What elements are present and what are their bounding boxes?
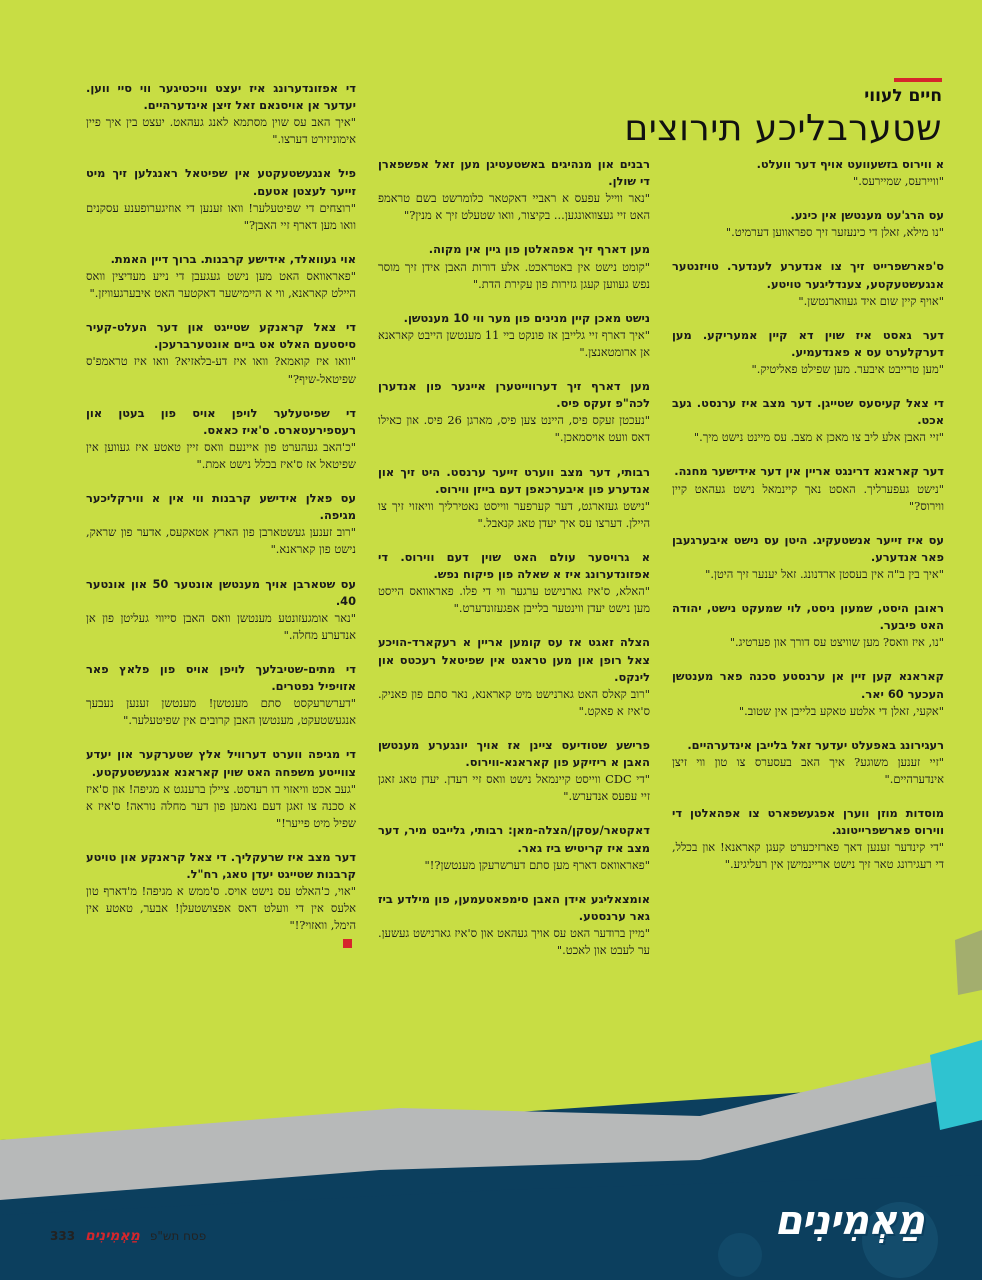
response-quote: "איך דארף זיי גלייבן אז פונקט ביי 11 מענטשן הייבט קאראנא אן ארומטאנצן." (378, 327, 650, 359)
statement-heading: די צאל קעיסעס שטייגן. דער מצב איז ערנסט. געב אכט. (672, 396, 944, 428)
response-quote: "אוי, כ'האלט עס נישט אויס. ס'ממש א מגיפה! מ'דארף טון אלעס אין די וועלט דאס אפצושטעלן! אבער, טאטע אין הימל, וואזוי?!" (86, 884, 356, 933)
response-quote: "נעכטן זעקס פיס, היינט צען פיס, מארגן 26 פיס. און כאילו דאס וועט אויסמאכן." (378, 413, 650, 445)
red-accent-rule (894, 78, 942, 82)
qa-entry (378, 464, 650, 532)
statement-heading: נישט מאכן קיין מנינים פון מער ווי 10 מענטשן. (403, 310, 650, 325)
statement-heading: פרישע שטודיעס ציינן אז אויך יונגערע מענטשן האבן א ריזיקע פון קאראנא-ווירוס. (378, 737, 650, 770)
qa-entry (672, 532, 944, 583)
statement-heading: מוסדות מוזן ווערן אפגעשפארט צו אפהאלטן די ווירוס פארשפרייטונג. (672, 806, 944, 838)
response-quote: "נו מילא, זאלן די כינעזער זיך ספראווען דערמיט." (725, 225, 944, 240)
article-header (522, 78, 942, 149)
statement-heading: עס הרג'עט מענטשן אין כינע. (790, 208, 944, 223)
qa-entry (378, 737, 650, 805)
qa-entry (672, 258, 944, 309)
statement-heading: עס פאלן אידישע קרבנות ווי אין א ווירקליכער מגיפה. (86, 491, 356, 523)
author-kicker: חיים לעווי (864, 86, 942, 106)
response-quote: "זיי האבן אלע ליב צו מאכן א מצב. עס מיינט נישט מיך." (693, 430, 944, 445)
response-quote: "נאר ווייל עפעס א ראביי דאקטאר כלומרשט בשם טראמפ האט זיי געצוואונגען... בקיצור, וואו שטעלט זיך א מנין?" (378, 191, 650, 223)
statement-heading: מען דארף זיך דערווייטערן איינער פון אנדערן לכה"פ זעקס פיס. (378, 379, 650, 411)
end-of-article-mark (343, 939, 352, 948)
page-number: 333 (50, 1229, 76, 1243)
statement-heading: די אפזונדערונג איז יעצט וויכטיגער ווי סיי ווען. יעדער אן אויסנאם זאל זיצן אינדערהיים. (86, 81, 356, 113)
qa-entry (378, 891, 650, 959)
response-quote: "וויירעס, שמיירעס." (853, 174, 944, 189)
qa-entry (672, 463, 944, 514)
qa-entry (378, 634, 650, 720)
statement-heading: דער קאראנא דרינגט אריין אין דער אידישער מחנה. (674, 464, 944, 479)
statement-heading: דער מצב איז שרעקליך. די צאל קראנקע און טויטע קרבנות שטייגט יעדן טאג, רח"ל. (86, 849, 356, 882)
qa-entry (378, 549, 650, 617)
qa-entry (86, 576, 356, 644)
qa-entry (672, 600, 944, 651)
statement-heading: רבותי, דער מצב ווערט זייער ערנסט. היט זיך און אנדערע פון איבערכאפן דעם בייזן ווירוס. (378, 464, 650, 496)
statement-heading: א גרויסער עולם האט שוין דעם ווירוס. די אפזונדערונג איז א שאלה פון פיקוח נפש. (378, 549, 650, 582)
statement-heading: די שפיטעלער לויפן אויס פון בעטן און רעספירעטארס. ס'איז כאאס. (86, 405, 356, 437)
statement-heading: הצלה זאגט אז עס קומען אריין א רעקארד-הויכע צאל רופן און מען טראגט אין שפיטאל רעכטס און לינקס. (378, 635, 650, 684)
statement-heading: דאקטאר/עסקן/הצלה-מאן: רבותי, גלייבט מיר, דער מצב איז קריטיש ביז גאר. (378, 823, 650, 855)
qa-entry (378, 822, 650, 873)
statement-heading: די מגיפה ווערט דערוויל אלץ שטערקער און יעדע צווייטע משפחה האט שוין קאראנא אנגעשטעקטע. (86, 747, 356, 779)
statement-heading: עס איז זייער אנשטעקיג. היטן עס נישט איבערגעבן פאר אנדערע. (672, 532, 944, 564)
response-quote: "כ'האב געהערט פון איינעם וואס זיין טאטע איז געווען אין שפיטאל אז ס'איז בכלל נישט אמת." (86, 439, 356, 471)
qa-entry (86, 746, 356, 832)
qa-entry (86, 490, 356, 558)
statement-heading: רבנים און מנהיגים באשטעטיגן מען זאל אפשפארן די שולן. (378, 157, 650, 189)
response-quote: "רוצחים די שפיטעלער! וואו זענען די אוזיגערופענע עסקנים וואו מען דארף זיי האבן?" (86, 200, 356, 232)
issue-label: פסח תש"פ (149, 1229, 207, 1243)
response-quote: "די קינדער זענען דאך פארזיכערט קעגן קאראנא! און בכלל, די רעגירונג טאר זיך נישט אריינמישן אין רעליגיע." (672, 840, 944, 872)
statement-heading: די צאל קראנקע שטייגט און דער העלט-קעיר סיסטעם האלט אט ביים אונטערברעכן. (86, 320, 356, 352)
footer-brand: מַאְמִינִים (85, 1228, 140, 1244)
response-quote: "קומט נישט אין באטראכט. אלע דורות האבן אידן זיך מוסר נפש געווען קעגן גזירות פון עקירת הדת." (378, 259, 650, 291)
response-quote: "רוב קאלס האט גארנישט מיט קאראנא, נאר סתם פון פאניק. ס'איז א פאקט." (378, 686, 650, 718)
response-quote: "פאראוואס דארף מען סתם דערשרעקן מענטשן?!" (424, 857, 650, 872)
response-quote: "פאראוואס האט מען נישט געגעבן די נייע מעדיצין וואס היילט קאראנא, ווי א היימישער דאקטער האט איבערגעוויזן." (86, 268, 356, 301)
response-quote: "נישט געפערליך. האסט נאך קיינמאל נישט געהאט קיין ווירוס?" (672, 481, 944, 513)
statement-heading: אוי געוואלד, אידישע קרבנות. ברוך דיין האמת. (110, 251, 356, 266)
response-quote: "אויף קיין שום איד געווארנטשן." (798, 293, 944, 308)
statement-heading: ס'פארשפרייט זיך צו אנדערע לענדער. טויזנטער אנגעשטעקטע, צענדליגער טויטע. (672, 259, 944, 291)
column-right (672, 156, 944, 891)
statement-heading: אומצאליגע אידן האבן סימפאטעמען, פון מילדע ביז גאר ערנסטע. (378, 891, 650, 923)
column-middle (378, 156, 650, 976)
qa-entry (86, 80, 356, 148)
response-quote: "האלא, ס'איז גארנישט ערגער ווי די פלו. פאראוואס הייסט מען נישט יעדן ווינטער בלייבן אפגעזונדערט." (378, 584, 650, 616)
response-quote: "מיין ברודער האט עס אויך געהאט און ס'איז גארנישט געשען. ער לעבט און לאכט." (378, 925, 650, 958)
qa-entry (86, 251, 356, 302)
qa-entry (672, 327, 944, 378)
response-quote: "נישט געזארגט, דער קערפער ווייסט נאטירליך וויאזוי זיך צו היילן. דערצו עס איך יעדן טאג קנאבל." (378, 498, 650, 530)
qa-entry (672, 156, 944, 190)
response-quote: "זיי זענען משוגע? איך האב בעסערס צו טון ווי זיצן אינדערהיים." (672, 754, 944, 786)
response-quote: "אקעי, זאלן די אלטע טאקע בלייבן אין שטוב." (738, 703, 944, 718)
qa-entry (378, 378, 650, 446)
qa-entry (378, 241, 650, 292)
response-quote: "רוב זענען געשטארבן פון הארץ אטאקעס, אדער פון שראק, נישט פון קאראנא." (86, 525, 356, 557)
qa-entry (86, 661, 356, 729)
statement-heading: פיל אנגעשטעקטע אין שפיטאל ראנגלען זיך מיט זייער לעצטן אטעם. (86, 166, 356, 198)
article-headline: שטערבליכע תירוצים (624, 108, 942, 149)
response-quote: "מען טרייבט איבער. מען שפילט פאליטיק." (751, 361, 944, 376)
qa-entry (86, 405, 356, 473)
response-quote: "די CDC ווייסט קיינמאל נישט וואס זיי רעדן. יעדן טאג זאגן זיי עפעס אנדערש." (378, 772, 651, 804)
qa-entry (86, 319, 356, 387)
column-left (86, 80, 356, 969)
statement-heading: רעגירונג באפעלט יעדער זאל בלייבן אינדערהיים. (687, 737, 944, 752)
qa-entry (672, 737, 944, 788)
qa-entry (86, 849, 356, 952)
qa-entry (672, 207, 944, 241)
response-quote: "דערשרעקסט סתם מענטשן! מענטשן זענען נעבעך אנגעשטעקט, מענטשן האבן קרובים אין שפיטעלער." (86, 696, 356, 728)
page-footer (50, 1224, 206, 1248)
statement-heading: א ווירוס בזשעוועט אויף דער וועלט. (756, 157, 944, 171)
response-quote: "נאר אומגעזונטע מענטשן וואס האבן סייווי געליטן פון אן אנדערע מחלה." (86, 610, 356, 642)
response-quote: "איך בין ב"ה אין בעסטן ארדנונג. זאל יענער זיך היטן." (705, 566, 944, 581)
statement-heading: עס שטארבן אויך מענטשן אונטער 50 און אונטער 40. (86, 576, 356, 608)
response-quote: "געב אכט וויאזוי דו רעדסט. ציילן ברענגט א מגיפה! און ס'איז א סכנה צו זאגן דעם נאמען פון דער מחלה נוראה! ס'איז א שפיל מיט פייער!" (86, 781, 356, 830)
qa-entry (672, 668, 944, 719)
qa-entry (672, 805, 944, 873)
magazine-logo: מַאְמִינִים (774, 1198, 924, 1244)
qa-entry (378, 156, 650, 224)
statement-heading: די מתים-שטיבלעך לויפן אויס פון פלאץ פאר אזויפיל נפטרים. (86, 661, 356, 694)
qa-entry (86, 165, 356, 233)
statement-heading: מען דארף זיך אפהאלטן פון גיין אין מקוה. (428, 242, 650, 257)
statement-heading: ראובן היסט, שמעון ניסט, לוי שמעקט נישט, יהודה האט פיבער. (672, 601, 944, 633)
statement-heading: קאראנא קען זיין אן ערנסטע סכנה פאר מענטשן העכער 60 יאר. (672, 669, 944, 701)
statement-heading: דער גאסט איז שוין דא קיין אמעריקע. מען דערקלערט עס א פאנדעמיע. (672, 327, 944, 359)
qa-entry (378, 310, 650, 361)
response-quote: "נו, איז וואס? מען שוויצט עס דורך און פערטיג." (729, 635, 944, 650)
qa-entry (672, 395, 944, 446)
response-quote: "איך האב עס שוין מסתמא לאנג געהאט. יעצט בין איך פיין אימוניזירט דערצו." (86, 115, 356, 147)
response-quote: "וואו איז קואמא? וואו איז דע-בלאזיא? וואו איז טראמפ'ס שפיטאל-שיף?" (86, 354, 356, 386)
